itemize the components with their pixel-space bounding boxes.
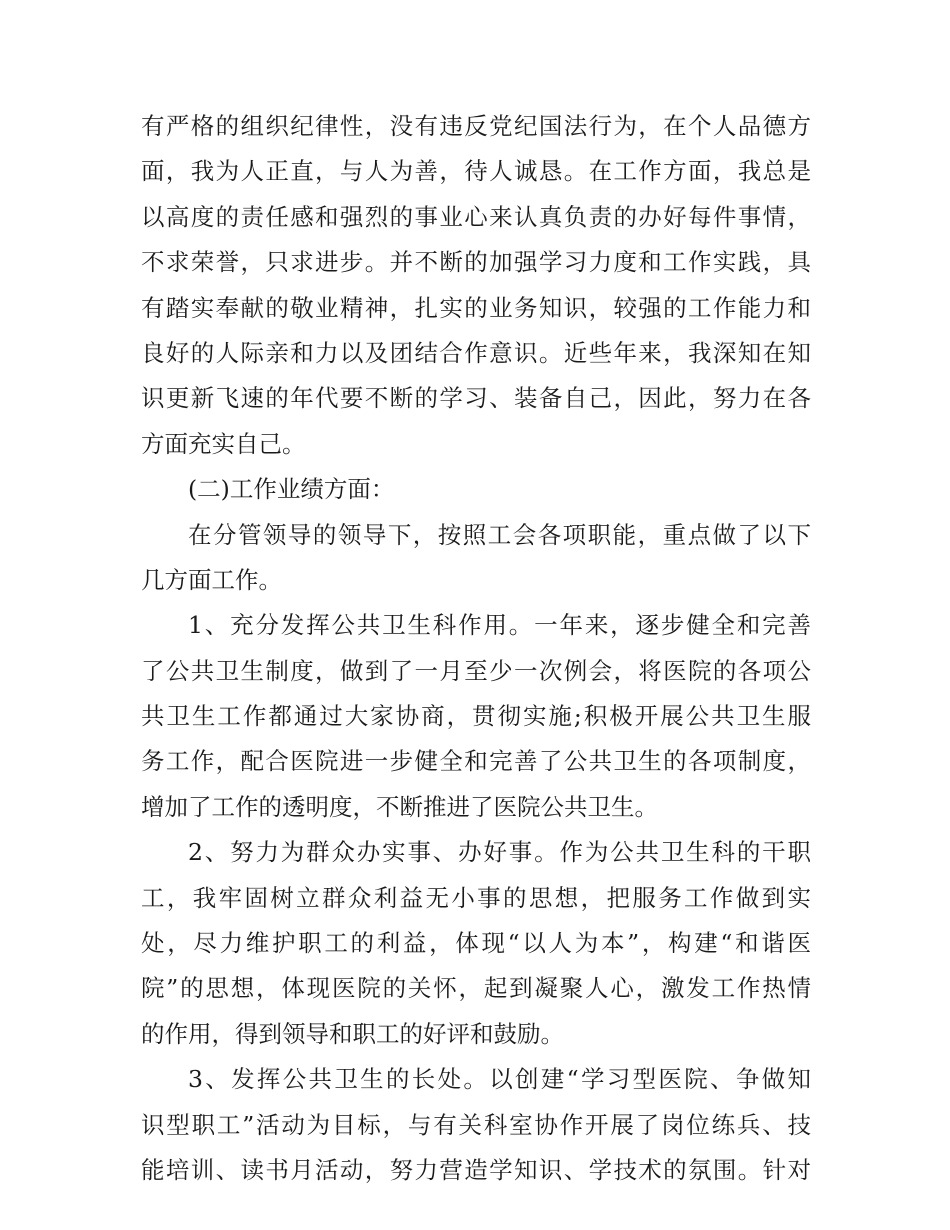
text-line: 识更新飞速的年代要不断的学习、装备自己，因此，努力在各	[141, 384, 811, 413]
text-line: 了公共卫生制度，做到了一月至少一次例会，将医院的各项公	[141, 656, 811, 685]
text-line: 识型职工”活动为目标，与有关科室协作开展了岗位练兵、技	[141, 1110, 811, 1139]
text-line: 务工作，配合医院进一步健全和完善了公共卫生的各项制度，	[141, 747, 811, 776]
text-line: 有踏实奉献的敬业精神，扎实的业务知识，较强的工作能力和	[141, 293, 811, 322]
text-line: 工，我牢固树立群众利益无小事的思想，把服务工作做到实	[141, 883, 811, 912]
text-line: 处，尽力维护职工的利益，体现“以人为本”，构建“和谐医	[141, 929, 811, 958]
text-line: 面，我为人正直，与人为善，待人诚恳。在工作方面，我总是	[141, 157, 811, 186]
text-line: 不求荣誉，只求进步。并不断的加强学习力度和工作实践，具	[141, 248, 811, 277]
text-line: 以高度的责任感和强烈的事业心来认真负责的办好每件事情，	[141, 202, 811, 231]
text-line: 能培训、读书月活动，努力营造学知识、学技术的氛围。针对	[141, 1155, 811, 1184]
document-body	[141, 104, 811, 1193]
text-line: 的作用，得到领导和职工的好评和鼓励。	[141, 1019, 564, 1048]
text-line: 有严格的组织纪律性，没有违反党纪国法行为，在个人品德方	[141, 112, 811, 140]
text-line: 在分管领导的领导下，按照工会各项职能，重点做了以下	[188, 520, 811, 549]
text-line: 1、充分发挥公共卫生科作用。一年来，逐步健全和完善	[188, 611, 811, 640]
text-line: 共卫生工作都通过大家协商，贯彻实施;积极开展公共卫生服	[141, 702, 811, 731]
text-line: 方面充实自己。	[141, 429, 306, 458]
text-line: 增加了工作的透明度，不断推进了医院公共卫生。	[141, 792, 658, 821]
text-line: 良好的人际亲和力以及团结合作意识。近些年来，我深知在知	[141, 338, 811, 367]
text-line: 几方面工作。	[141, 565, 282, 594]
text-line: 3、发挥公共卫生的长处。以创建“学习型医院、争做知	[188, 1065, 811, 1094]
text-line: 2、努力为群众办实事、办好事。作为公共卫生科的干职	[188, 838, 811, 867]
text-line: (二)工作业绩方面：	[188, 475, 395, 504]
text-line: 院”的思想，体现医院的关怀，起到凝聚人心，激发工作热情	[141, 974, 811, 1003]
